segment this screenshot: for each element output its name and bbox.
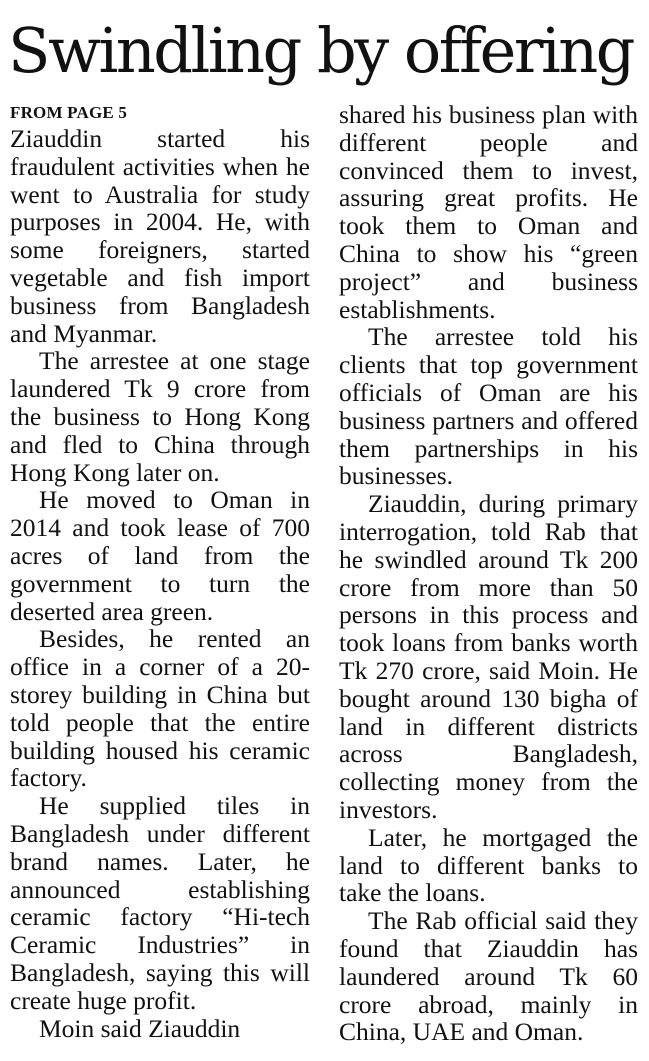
paragraph: He moved to Oman in 2014 and took lease of 700 acres of land from the government to turn the deserted area green. — [10, 485, 310, 626]
left-column — [10, 101, 310, 1042]
headline: Swindling by offering — [8, 14, 633, 87]
paragraph: Ziauddin, during primary interrogation, told Rab that he swindled around Tk 200 crore from more than 50 persons in this process and took loans from banks worth Tk 270 crore, said Moin. He bought around 130 bigha of land in different districts across Bangladesh, collecting money from the investors. — [339, 489, 638, 824]
paragraph: The Rab official said they found that Ziauddin has laundered around Tk 60 crore abroad, mainly in China, UAE and Oman. — [339, 906, 638, 1047]
paragraph: Later, he mortgaged the land to different banks to take the loans. — [339, 822, 638, 908]
paragraph-continued: Moin said Ziauddin — [39, 1013, 241, 1043]
jump-line: FROM PAGE 5 — [10, 103, 128, 122]
paragraph: The arrestee told his clients that top government officials of Oman are his business partners and offered them partnerships in his businesses. — [339, 322, 638, 491]
paragraph: He supplied tiles in Bangladesh under different brand names. Later, he announced establishing ceramic factory “Hi-tech Ceramic Industries” in Bangladesh, saying this will create huge profit. — [10, 791, 310, 1015]
paragraph: Ziauddin started his fraudulent activities when he went to Australia for study purposes in 2004. He, with some foreigners, started vegetable and fish import business from Bangladesh and Myanmar. — [10, 124, 310, 348]
paragraph: The arrestee at one stage laundered Tk 9 crore from the business to Hong Kong and fled to China through Hong Kong later on. — [10, 346, 310, 487]
right-column — [339, 101, 638, 1046]
paragraph: Besides, he rented an office in a corner of a 20-storey building in China but told people that the entire building housed his ceramic factory. — [10, 624, 310, 793]
paragraph: shared his business plan with different people and convinced them to invest, assuring great profits. He took them to Oman and China to show his “green project” and business establishments. — [339, 100, 638, 324]
